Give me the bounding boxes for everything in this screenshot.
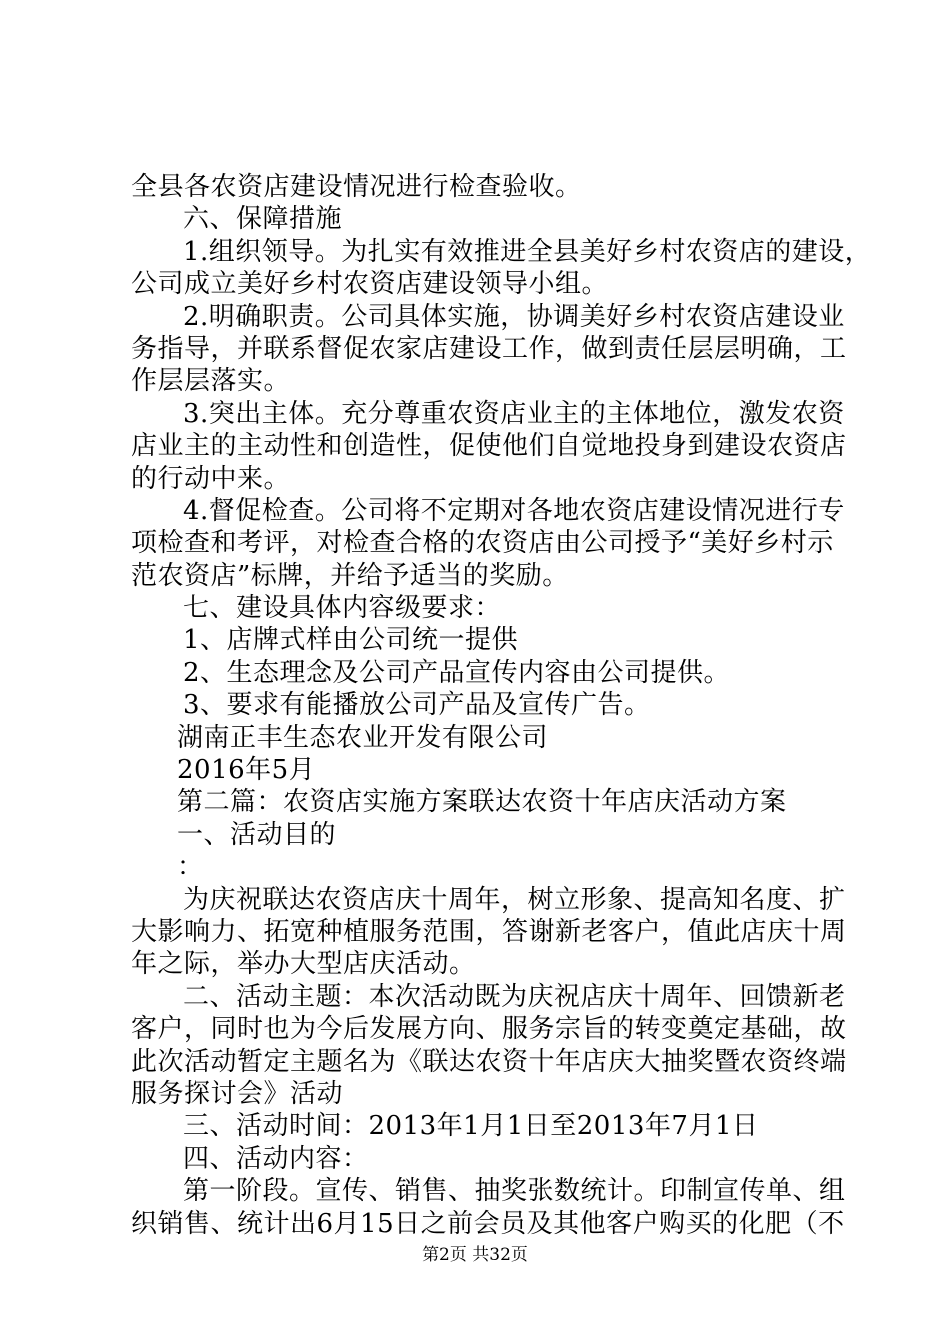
text-line: 3.突出主体。充分尊重农资店业主的主体地位，激发农资 [183,398,845,429]
text-line: 第一阶段。宣传、销售、抽奖张数统计。印制宣传单、组 [183,1176,846,1207]
text-line: 六、保障措施 [183,204,343,235]
text-line: 二、活动主题：本次活动既为庆祝店庆十周年、回馈新老 [183,981,846,1012]
text-line: 大影响力、拓宽种植服务范围，答谢新老客户，值此店庆十周 [131,916,847,947]
text-line: 三、活动时间：2013年1月1日至2013年7月1日 [183,1111,759,1142]
text-line: 店业主的主动性和创造性，促使他们自觉地投身到建设农资店 [131,431,847,462]
text-line: 四、活动内容： [183,1143,369,1174]
text-line: 2、生态理念及公司产品宣传内容由公司提供。 [183,657,731,688]
text-line: 服务探讨会》活动 [131,1078,344,1109]
page-footer: 第2页 共32页 [422,1245,528,1265]
text-line: 范农资店”标牌，并给予适当的奖励。 [131,560,569,591]
text-line: 的行动中来。 [131,463,291,494]
text-line: ： [177,852,204,883]
text-line: 项检查和考评，对检查合格的农资店由公司授予“美好乡村示 [131,528,834,559]
text-line: 为庆祝联达农资店庆十周年，树立形象、提高知名度、扩 [183,884,846,915]
text-line: 1.组织领导。为扎实有效推进全县美好乡村农资店的建设， [183,236,872,267]
text-line: 全县各农资店建设情况进行检查验收。 [131,172,582,202]
text-line: 织销售、统计出6月15日之前会员及其他客户购买的化肥（不 [131,1208,845,1239]
text-line: 3、要求有能播放公司产品及宣传广告。 [183,690,651,721]
text-line: 湖南正丰生态农业开发有限公司 [177,722,549,753]
text-line: 公司成立美好乡村农资店建设领导小组。 [131,269,609,300]
text-line: 务指导，并联系督促农家店建设工作，做到责任层层明确，工 [131,333,847,364]
text-line: 年之际，举办大型店庆活动。 [131,949,476,980]
text-line: 1、店牌式样由公司统一提供 [183,625,519,656]
text-line: 第二篇：农资店实施方案联达农资十年店庆活动方案 [177,787,787,818]
text-line: 作层层落实。 [131,366,291,397]
text-line: 2016年5月 [177,755,316,786]
text-line: 此次活动暂定主题名为《联达农资十年店庆大抽奖暨农资终端 [131,1046,847,1077]
text-line: 一、活动目的 [177,819,337,850]
text-line: 七、建设具体内容级要求： [183,593,502,624]
text-line: 4.督促检查。公司将不定期对各地农资店建设情况进行专 [183,495,845,526]
document-body [131,171,872,1240]
text-line: 客户，同时也为今后发展方向、服务宗旨的转变奠定基础，故 [131,1014,847,1045]
text-line: 2.明确职责。公司具体实施，协调美好乡村农资店建设业 [183,301,845,332]
